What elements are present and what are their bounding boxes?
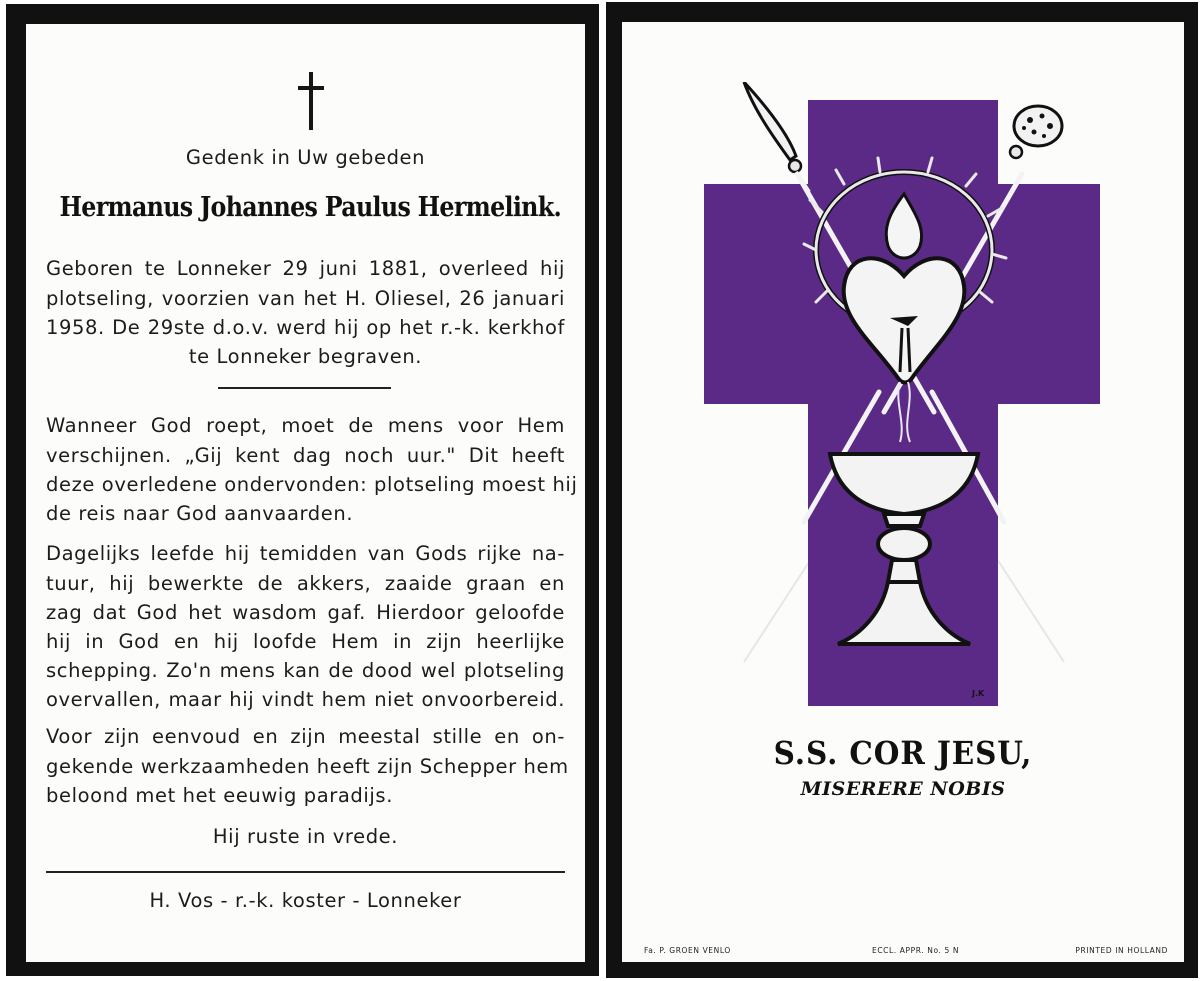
paragraph3-line: hij in God en hij loofde Hem in zijn heerlijke	[46, 630, 565, 653]
artist-signature: J.K	[972, 689, 985, 698]
printer-credit: Fa. P. GROEN VENLO	[644, 946, 731, 955]
closing-line: Hij ruste in vrede.	[212, 825, 399, 848]
paragraph4-line: Voor zijn eenvoud en zijn meestal stille en on-	[46, 725, 565, 748]
left-card	[26, 24, 585, 962]
deceased-name: Hermanus Johannes Paulus Hermelink.	[59, 192, 562, 223]
paragraph3-line: zag dat God het wasdom gaf. Hierdoor geloofde	[46, 601, 565, 624]
paragraph3-line: overvallen, maar hij vindt hem niet onvoorbereid.	[46, 688, 565, 711]
motto-line1: S.S. COR JESU,	[773, 734, 1033, 772]
paragraph3-line: schepping. Zo'n mens kan de dood wel plotseling	[46, 659, 565, 682]
right-card-border	[606, 2, 1198, 978]
sponge-icon	[1010, 106, 1062, 158]
paragraph4-line: beloond met het eeuwig paradijs.	[46, 784, 393, 807]
paragraph3-line: Dagelijks leefde hij temidden van Gods rijke na-	[46, 542, 565, 565]
devotional-artwork	[704, 82, 1104, 722]
paragraph3-line: tuur, hij bewerkte de akkers, zaaide graan en	[46, 572, 565, 595]
short-divider	[218, 387, 391, 389]
right-card	[622, 22, 1184, 962]
paragraph2-line: de reis naar God aanvaarden.	[46, 502, 354, 525]
paragraph1-line: 1958. De 29ste d.o.v. werd hij op het r.-k. kerkhof	[46, 316, 565, 339]
heading: Gedenk in Uw gebeden	[185, 146, 426, 169]
printed-in: PRINTED IN HOLLAND	[1075, 946, 1168, 955]
paragraph4-line: gekende werkzaamheden heeft zijn Schepper hem	[46, 755, 569, 778]
left-card-border	[6, 4, 599, 976]
paragraph1-line: plotseling, voorzien van het H. Oliesel, 26 januari	[46, 287, 565, 310]
motto-line2: MISERERE NOBIS	[800, 778, 1006, 800]
lance-icon	[744, 82, 809, 192]
church-approval: ECCL. APPR. No. 5 N	[872, 946, 960, 955]
footer-credit: H. Vos - r.-k. koster - Lonneker	[149, 889, 462, 912]
paragraph1-line: te Lonneker begraven.	[188, 345, 423, 368]
paragraph2-line: deze overledene ondervonden: plotseling moest hij	[46, 473, 578, 496]
paragraph2-line: Wanneer God roept, moet de mens voor Hem	[46, 414, 565, 437]
cross-icon	[298, 72, 324, 130]
footer-divider	[46, 871, 565, 873]
paragraph2-line: verschijnen. „Gij kent dag noch uur." Dit heeft	[46, 444, 565, 467]
paragraph1-line: Geboren te Lonneker 29 juni 1881, overleed hij	[46, 257, 565, 280]
